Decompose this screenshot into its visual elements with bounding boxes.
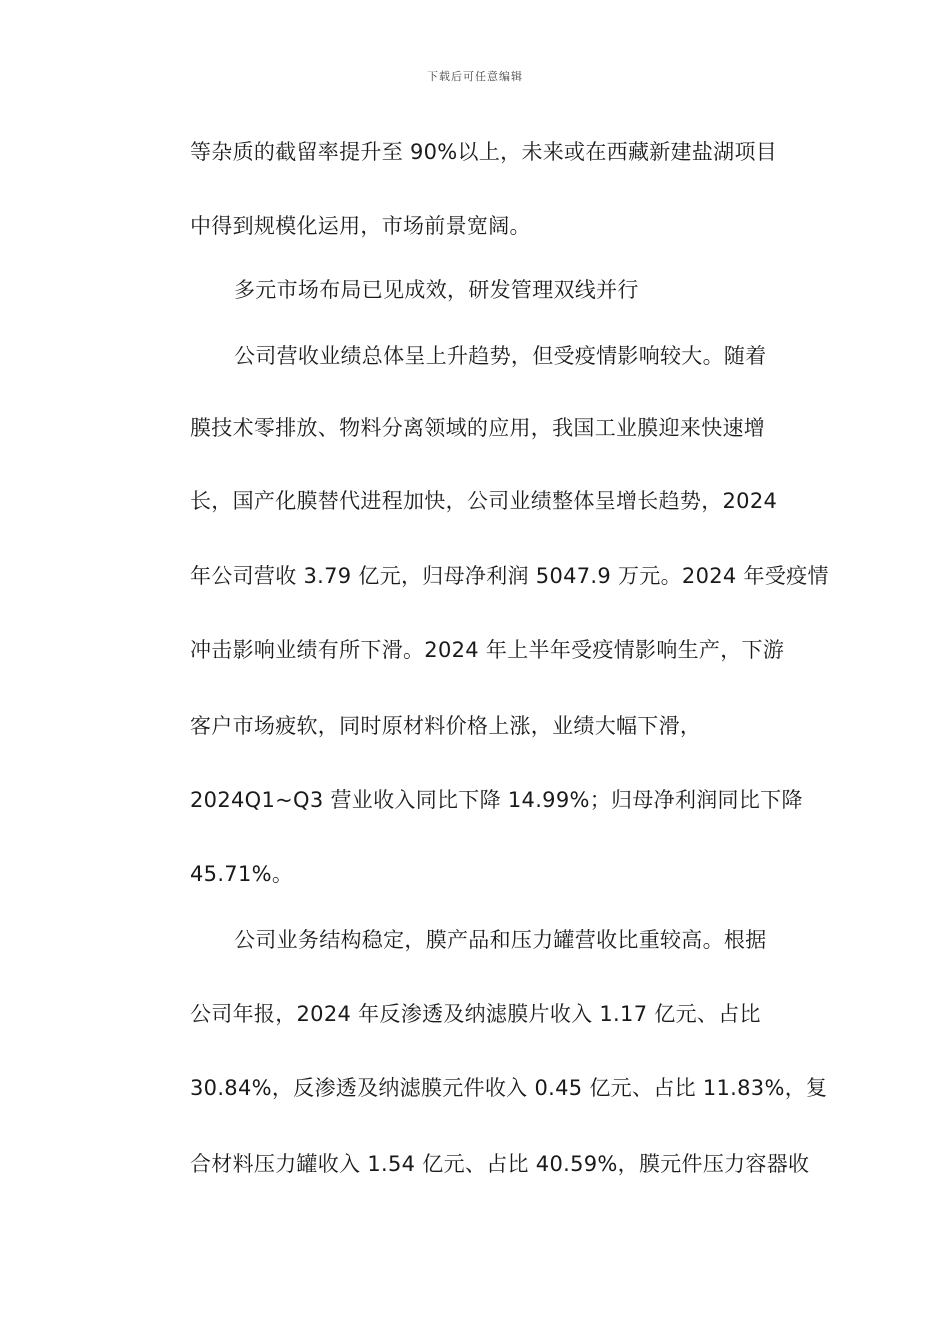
body-line: 公司营收业绩总体呈上升趋势，但受疫情影响较大。随着	[234, 344, 767, 368]
body-line: 等杂质的截留率提升至 90%以上，未来或在西藏新建盐湖项目	[190, 140, 778, 164]
body-line: 长，国产化膜替代进程加快，公司业绩整体呈增长趋势，2024	[190, 489, 778, 513]
body-line: 公司业务结构稳定，膜产品和压力罐营收比重较高。根据	[234, 928, 767, 952]
body-line: 合材料压力罐收入 1.54 亿元、占比 40.59%，膜元件压力容器收	[190, 1152, 810, 1176]
body-line: 45.71%。	[190, 862, 294, 886]
body-line: 中得到规模化运用，市场前景宽阔。	[190, 214, 531, 238]
body-line: 30.84%，反渗透及纳滤膜元件收入 0.45 亿元、占比 11.83%，复	[190, 1076, 828, 1100]
body-line: 公司年报，2024 年反渗透及纳滤膜片收入 1.17 亿元、占比	[190, 1002, 761, 1026]
body-line: 冲击影响业绩有所下滑。2024 年上半年受疫情影响生产，下游	[190, 638, 785, 662]
body-line: 年公司营收 3.79 亿元，归母净利润 5047.9 万元。2024 年受疫情	[190, 564, 829, 588]
body-line: 2024Q1~Q3 营业收入同比下降 14.99%；归母净利润同比下降	[190, 788, 803, 812]
page-header: 下载后可任意编辑	[427, 70, 523, 83]
body-line: 膜技术零排放、物料分离领域的应用，我国工业膜迎来快速增	[190, 416, 766, 440]
section-heading: 多元市场布局已见成效，研发管理双线并行	[234, 278, 639, 302]
body-line: 客户市场疲软，同时原材料价格上涨，业绩大幅下滑，	[190, 714, 702, 738]
